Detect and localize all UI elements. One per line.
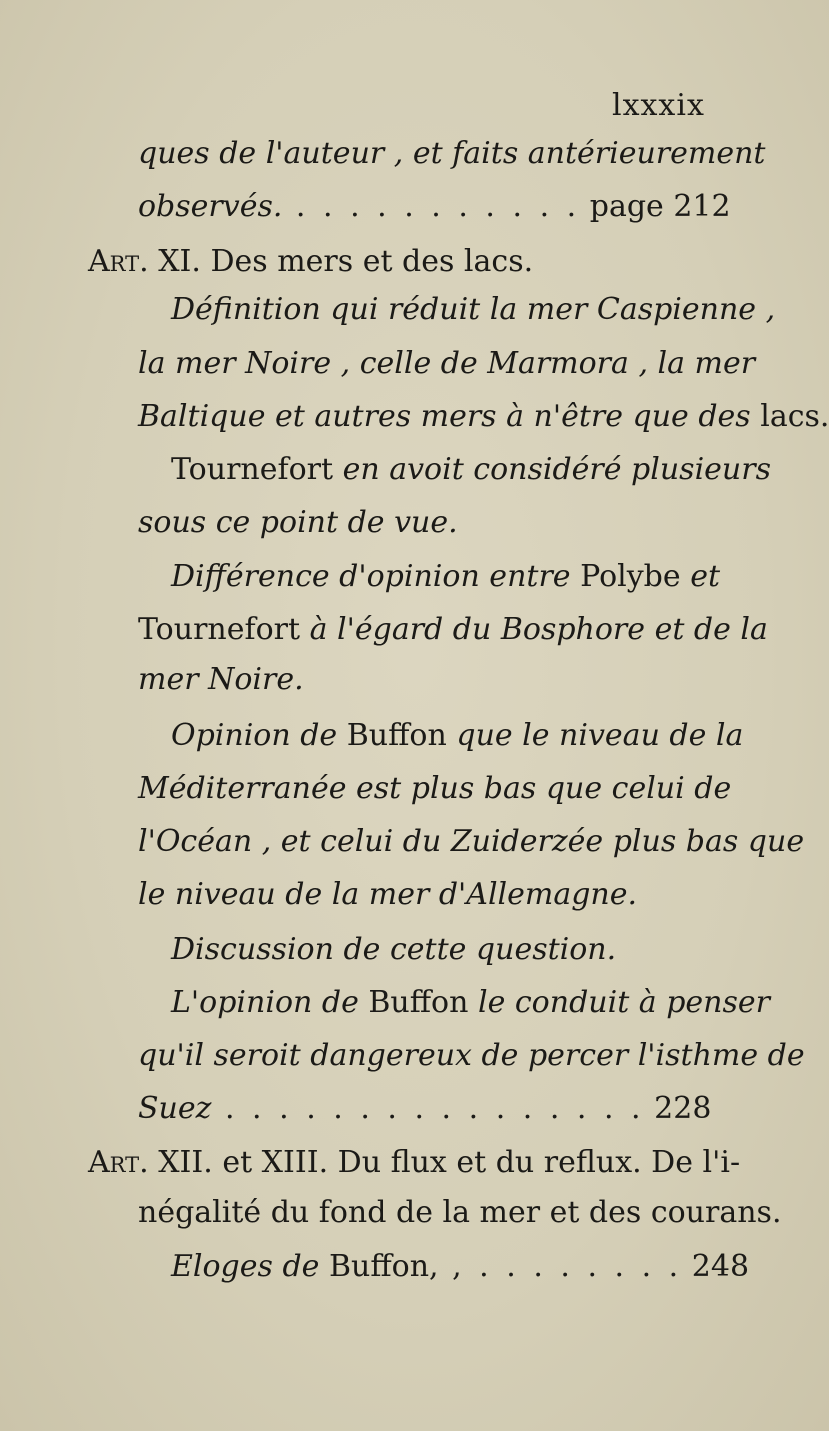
text-segment: observés. [138,189,283,224]
article-heading [88,244,533,280]
leader-dots: . . . . . . . . . . . [282,189,581,224]
text-line [171,452,771,488]
article-label: Art. [88,244,149,279]
toc-entry-line [138,189,731,225]
text-line [138,136,765,172]
text-line [171,985,770,1021]
text-segment: Eloges de [171,1249,320,1284]
text-segment: l'Océan , et celui du Zuiderzée plus bas que [138,824,805,859]
text-segment: la mer Noire , celle de Marmora , la mer [138,346,756,381]
article-label: Art. [88,1145,149,1180]
text-segment: L'opinion de [171,985,359,1020]
article-title: XII. et XIII. Du flux et du reflux. De l'i- [158,1145,741,1180]
text-segment: le niveau de la mer d'Allemagne. [138,877,638,912]
text-segment: lacs. [760,399,829,434]
text-segment: Tournefort [171,452,334,487]
toc-entry-line [138,1091,711,1127]
leader-dots: . . . . . . . . . . . . . . . . [211,1091,645,1126]
article-title: XI. Des mers et des lacs. [158,244,534,279]
text-line [171,559,720,595]
text-segment: Baltique et autres mers à n'être que des [138,399,751,434]
text-segment: Méditerranée est plus bas que celui de [138,771,732,806]
text-line [138,612,768,648]
text-segment: à l'égard du Bosphore et de la [309,612,768,647]
text-segment: qu'il seroit dangereux de percer l'isthme de [138,1038,805,1073]
text-line [171,718,743,754]
text-segment: Tournefort [138,612,301,647]
text-segment: Buffon [368,985,469,1020]
text-segment: Discussion de cette question. [171,932,617,967]
toc-entry-line [171,1249,749,1285]
text-line [138,399,829,435]
text-segment: négalité du fond de la mer et des courans. [138,1195,782,1230]
text-line [138,1038,805,1074]
text-segment: Buffon, [328,1249,439,1284]
text-line [138,824,804,860]
text-segment: Différence d'opinion entre [171,559,571,594]
leader-dots: , . . . . . . . . [438,1249,683,1284]
text-segment: que le niveau de la [456,718,744,753]
text-segment: sous ce point de vue. [138,505,458,540]
text-segment: Suez [138,1091,212,1126]
text-line [138,505,458,541]
text-segment: le conduit à penser [478,985,770,1020]
article-heading [88,1145,740,1181]
text-segment: mer Noire. [138,662,304,697]
text-segment: et [690,559,720,594]
text-segment: Opinion de [171,718,338,753]
text-segment: Polybe [580,559,681,594]
page-number: lxxxix [612,88,705,123]
page-reference: page 212 [589,189,731,224]
text-line [171,932,616,968]
text-segment: ques de l'auteur , et faits antérieurement [138,136,766,171]
text-segment: Buffon [346,718,447,753]
text-line [138,662,304,698]
page-reference: 228 [654,1091,712,1126]
text-line [138,346,755,382]
text-line [138,771,731,807]
text-segment: Définition qui réduit la mer Caspienne , [171,292,776,327]
text-line [138,1195,781,1231]
text-segment: en avoit considéré plusieurs [342,452,771,487]
page-reference: 248 [691,1249,750,1284]
text-line [138,877,637,913]
text-line [171,292,775,328]
